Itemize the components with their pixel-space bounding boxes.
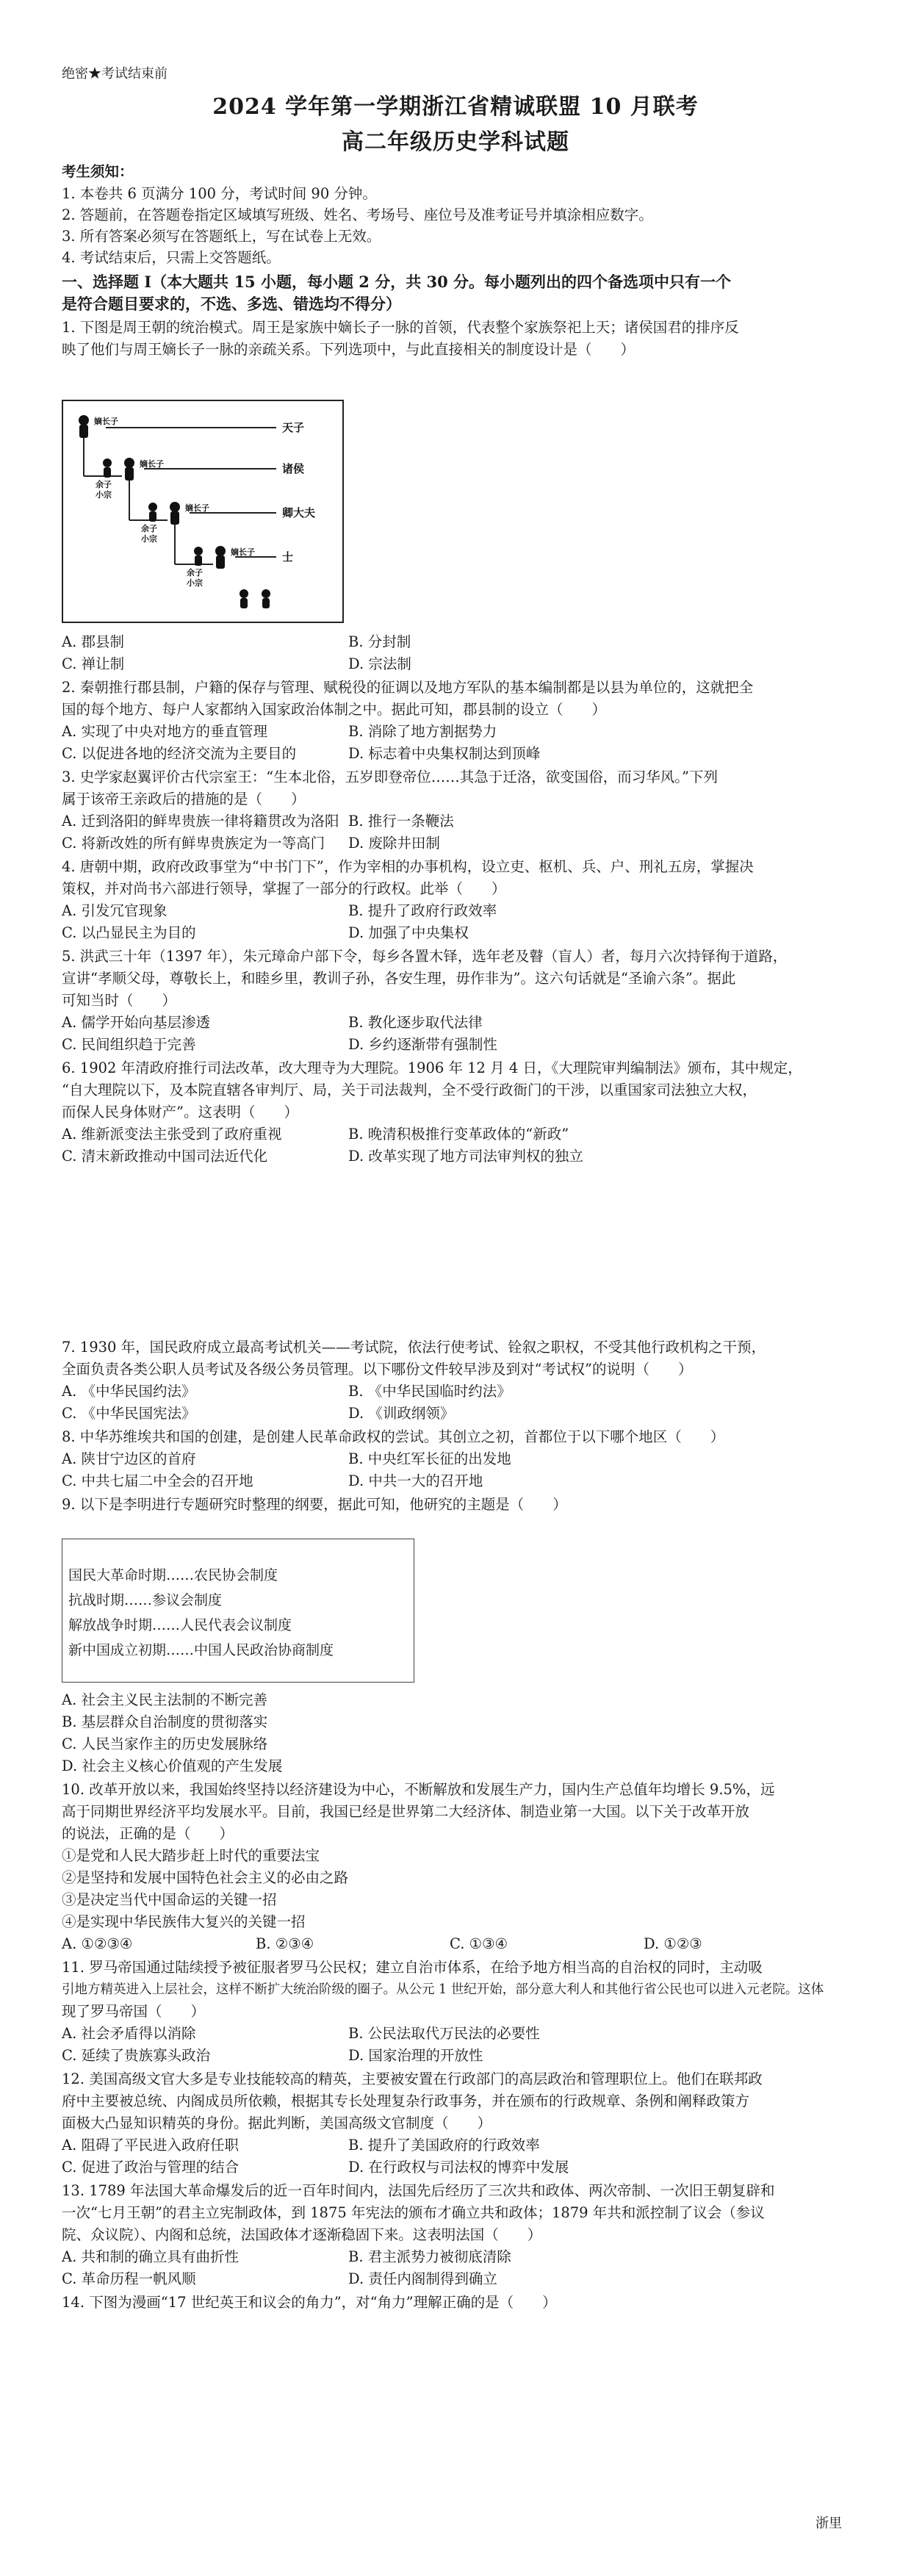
exam-title: 2024 学年第一学期浙江省精诚联盟 10 月联考 [212, 94, 699, 120]
section-heading: 是符合题目要求的，不选、多选、错选均不得分） [62, 295, 401, 313]
option: A. 郡县制 [62, 633, 124, 650]
question-14-text: 14. 下图为漫画“17 世纪英王和议会的角力”，对“角力”理解正确的是（ ） [62, 2294, 557, 2311]
question-8-text: 8. 中华苏维埃共和国的创建，是创建人民革命政权的尝试。其创立之初，首都位于以下哪个地区（ ） [62, 1428, 725, 1445]
option: D. 加强了中央集权 [348, 924, 469, 941]
option: B. 晚清积极推行变革政体的“新政” [348, 1126, 569, 1143]
option: B. 公民法取代万民法的必要性 [348, 2025, 540, 2042]
option: B. 提升了美国政府的行政效率 [348, 2137, 540, 2154]
option: A. 共和制的确立具有曲折性 [62, 2248, 239, 2265]
rank-zhuhou: 诸侯 [282, 462, 305, 475]
question-11-text: 11. 罗马帝国通过陆续授予被征服者罗马公民权；建立自治市体系，在给予地方相当高的自治权的同时，主动吸 [62, 1959, 763, 1976]
zhou-clan-diagram [62, 400, 344, 623]
outline-row: 新中国成立初期……中国人民政治协商制度 [68, 1642, 334, 1658]
question-10-text: 高于同期世界经济平均发展水平。目前，我国已经是世界第二大经济体、制造业第一大国。以下关于改革开放 [62, 1803, 750, 1820]
question-10-text: 10. 改革开放以来，我国始终坚持以经济建设为中心，不断解放和发展生产力，国内生产总值年均增长 9.5%，远 [62, 1781, 775, 1798]
question-13-text: 一次“七月王朝”的君主立宪制政体，到 1875 年宪法的颁布才确立共和政体；1879 年共和派控制了议会（参议 [62, 2204, 765, 2221]
secret-label: 绝密★考试结束前 [62, 66, 168, 82]
option: C. 人民当家作主的历史发展脉络 [62, 1735, 268, 1752]
option: D. 乡约逐渐带有强制性 [348, 1036, 497, 1053]
option: C. 中共七届二中全会的召开地 [62, 1472, 253, 1489]
statement: ②是坚持和发展中国特色社会主义的必由之路 [62, 1869, 349, 1886]
question-3-text: 属于该帝王亲政后的措施的是（ ） [62, 791, 306, 807]
question-10-text: 的说法，正确的是（ ） [62, 1825, 234, 1842]
son-label: 嫡长子 [94, 417, 118, 426]
option: B. 君主派势力被彻底清除 [348, 2248, 511, 2265]
question-4-text: 4. 唐朝中期，政府改政事堂为“中书门下”，作为宰相的办事机构，设立吏、枢机、兵、户、刑礼五房，掌握决 [62, 858, 754, 875]
option: A. ①②③④ [62, 1935, 133, 1952]
son-label: 嫡长子 [140, 460, 164, 469]
option: D. 标志着中央集权制达到顶峰 [348, 745, 541, 762]
question-2-text: 2. 秦朝推行郡县制，户籍的保存与管理、赋税役的征调以及地方军队的基本编制都是以县为单位的，这就把全 [62, 679, 754, 696]
question-2-text: 国的每个地方、每户人家都纳入国家政治体制之中。据此可知，郡县制的设立（ ） [62, 701, 607, 718]
option: A. 迁到洛阳的鲜卑贵族一律将籍贯改为洛阳 [62, 813, 339, 830]
page-footer: 浙里 [815, 2516, 842, 2531]
option: D. 《训政纲领》 [348, 1405, 455, 1422]
lesser-lineage-label: 小宗 [141, 535, 157, 544]
option: D. 改革实现了地方司法审判权的独立 [348, 1148, 583, 1165]
question-1-text: 1. 下图是周王朝的统治模式。周王是家族中嫡长子一脉的首领，代表整个家族祭祀上天；诸侯国君的排序反 [62, 319, 739, 336]
option: D. 宗法制 [348, 655, 411, 672]
question-9-text: 9. 以下是李明进行专题研究时整理的纲要，据此可知，他研究的主题是（ ） [62, 1496, 567, 1513]
option: A. 维新派变法主张受到了政府重视 [62, 1126, 282, 1143]
question-13-text: 院、众议院）、内阁和总统，法国政体才逐渐稳固下来。这表明法国（ ） [62, 2226, 542, 2243]
notice-item: 4. 考试结束后，只需上交答题纸。 [62, 249, 281, 266]
option: A. 陕甘宁边区的首府 [62, 1450, 196, 1467]
option: D. 国家治理的开放性 [348, 2047, 483, 2064]
option: C. 禅让制 [62, 655, 125, 672]
option: B. 教化逐步取代法律 [348, 1014, 483, 1031]
question-12-text: 面极大凸显知识精英的身份。据此判断，美国高级文官制度（ ） [62, 2115, 492, 2131]
son-label: 嫡长子 [231, 548, 255, 557]
option: A. 阻碍了平民进入政府任职 [62, 2137, 239, 2154]
option: B. 提升了政府行政效率 [348, 902, 497, 919]
son-label: 嫡长子 [185, 504, 209, 513]
option: D. 中共一大的召开地 [348, 1472, 483, 1489]
question-1-text: 映了他们与周王嫡长子一脉的亲疏关系。下列选项中，与此直接相关的制度设计是（ ） [62, 341, 635, 358]
question-7-text: 全面负责各类公职人员考试及各级公务员管理。以下哪份文件较早涉及到对“考试权”的说明（ ） [62, 1361, 693, 1378]
lesser-lineage-label: 小宗 [96, 491, 112, 500]
option: B. 中央红军长征的出发地 [348, 1450, 511, 1467]
question-3-text: 3. 史学家赵翼评价古代宗室王：“生本北俗，五岁即登帝位……其急于迁洛，欲变国俗，而习华风。”下列 [62, 769, 718, 785]
option: A. 社会主义民主法制的不断完善 [62, 1691, 267, 1708]
option: D. 责任内阁制得到确立 [348, 2270, 497, 2287]
option: B. 消除了地方割据势力 [348, 723, 497, 740]
option: D. 在行政权与司法权的博弈中发展 [348, 2159, 569, 2176]
option: D. ①②③ [644, 1935, 702, 1952]
option: A. 引发冗官现象 [62, 902, 168, 919]
other-son-label: 余子 [141, 525, 157, 533]
option: C. 民间组织趋于完善 [62, 1036, 196, 1053]
notice-item: 1. 本卷共 6 页满分 100 分，考试时间 90 分钟。 [62, 185, 377, 202]
option: C. 《中华民国宪法》 [62, 1405, 196, 1422]
question-11-text: 引地方精英进入上层社会，这样不断扩大统治阶级的圈子。从公元 1 世纪开始，部分意大利人和其他行省公民也可以进入元老院。这体 [62, 1982, 824, 1997]
question-5-text: 宣讲“孝顺父母，尊敬长上，和睦乡里，教训子孙，各安生理，毋作非为”。这六句话就是“圣谕六条”。据此 [62, 970, 736, 987]
option: C. 以促进各地的经济交流为主要目的 [62, 745, 297, 762]
question-5-text: 可知当时（ ） [62, 992, 177, 1009]
option: A. 《中华民国约法》 [62, 1383, 196, 1400]
exam-subtitle: 高二年级历史学科试题 [342, 129, 569, 155]
lesser-lineage-label: 小宗 [187, 579, 203, 588]
option: C. 清末新政推动中国司法近代化 [62, 1148, 268, 1165]
question-13-text: 13. 1789 年法国大革命爆发后的近一百年时间内，法国先后经历了三次共和政体、两次帝制、一次旧王朝复辟和 [62, 2182, 775, 2199]
option: C. 以凸显民主为目的 [62, 924, 196, 941]
question-12-text: 府中主要被总统、内阁成员所依赖，根据其专长处理复杂行政事务，并在颁布的行政规章、条例和阐释政策方 [62, 2093, 750, 2109]
question-6-text: 6. 1902 年清政府推行司法改革，改大理寺为大理院。1906 年 12 月 4 日，《大理院审判编制法》颁布，其中规定， [62, 1059, 802, 1076]
option: D. 社会主义核心价值观的产生发展 [62, 1757, 283, 1774]
option: B. 基层群众自治制度的贯彻落实 [62, 1713, 268, 1730]
option: C. 延续了贵族寡头政治 [62, 2047, 211, 2064]
option: C. 促进了政治与管理的结合 [62, 2159, 240, 2176]
clan-diagram-svg [63, 401, 342, 622]
outline-box [62, 1539, 414, 1683]
statement: ③是决定当代中国命运的关键一招 [62, 1891, 277, 1908]
outline-row: 解放战争时期……人民代表会议制度 [68, 1617, 292, 1633]
section-heading: 一、选择题 I（本大题共 15 小题，每小题 2 分，共 30 分。每小题列出的四个备选项中只有一个 [62, 273, 732, 291]
option: A. 社会矛盾得以消除 [62, 2025, 196, 2042]
other-son-label: 余子 [96, 481, 112, 489]
option: A. 儒学开始向基层渗透 [62, 1014, 210, 1031]
other-son-label: 余子 [187, 569, 203, 578]
outline-row: 抗战时期……参议会制度 [68, 1592, 223, 1608]
question-6-text: “自大理院以下，及本院直辖各审判厅、局，关于司法裁判，全不受行政衙门的干涉，以重国家司法独立大权， [62, 1082, 757, 1098]
notice-item: 2. 答题前，在答题卷指定区域填写班级、姓名、考场号、座位号及准考证号并填涂相应数字。 [62, 206, 653, 223]
question-12-text: 12. 美国高级文官大多是专业技能较高的精英，主要被安置在行政部门的高层政治和管理职位上。他们在联邦政 [62, 2070, 763, 2087]
outline-row: 国民大革命时期……农民协会制度 [68, 1567, 278, 1583]
rank-tianzi: 天子 [282, 421, 305, 434]
option: D. 废除井田制 [348, 835, 440, 852]
rank-shi: 士 [282, 550, 294, 564]
option: A. 实现了中央对地方的垂直管理 [62, 723, 267, 740]
option: B. 《中华民国临时约法》 [348, 1383, 511, 1400]
rank-qingdafu: 卿大夫 [282, 506, 316, 519]
question-4-text: 策权，并对尚书六部进行领导，掌握了一部分的行政权。此举（ ） [62, 880, 506, 897]
option: B. 推行一条鞭法 [348, 813, 454, 830]
option: C. 将新改姓的所有鲜卑贵族定为一等高门 [62, 835, 325, 852]
question-11-text: 现了罗马帝国（ ） [62, 2003, 206, 2020]
option: C. ①③④ [450, 1935, 508, 1952]
question-7-text: 7. 1930 年，国民政府成立最高考试机关——考试院，依法行使考试、铨叙之职权，不受其他行政机构之干预， [62, 1339, 766, 1356]
question-5-text: 5. 洪武三十年（1397 年），朱元璋命户部下令，每乡各置木铎，选年老及瞽（盲人）者，每月六次持铎徇于道路， [62, 948, 788, 965]
option: B. ②③④ [256, 1935, 314, 1952]
notice-item: 3. 所有答案必须写在答题纸上，写在试卷上无效。 [62, 228, 381, 245]
notice-heading: 考生须知： [62, 163, 134, 180]
statement: ①是党和人民大踏步赶上时代的重要法宝 [62, 1847, 320, 1864]
statement: ④是实现中华民族伟大复兴的关键一招 [62, 1913, 306, 1930]
option: B. 分封制 [348, 633, 411, 650]
question-6-text: 而保人民身体财产”。这表明（ ） [62, 1104, 298, 1120]
option: C. 革命历程一帆风顺 [62, 2270, 196, 2287]
